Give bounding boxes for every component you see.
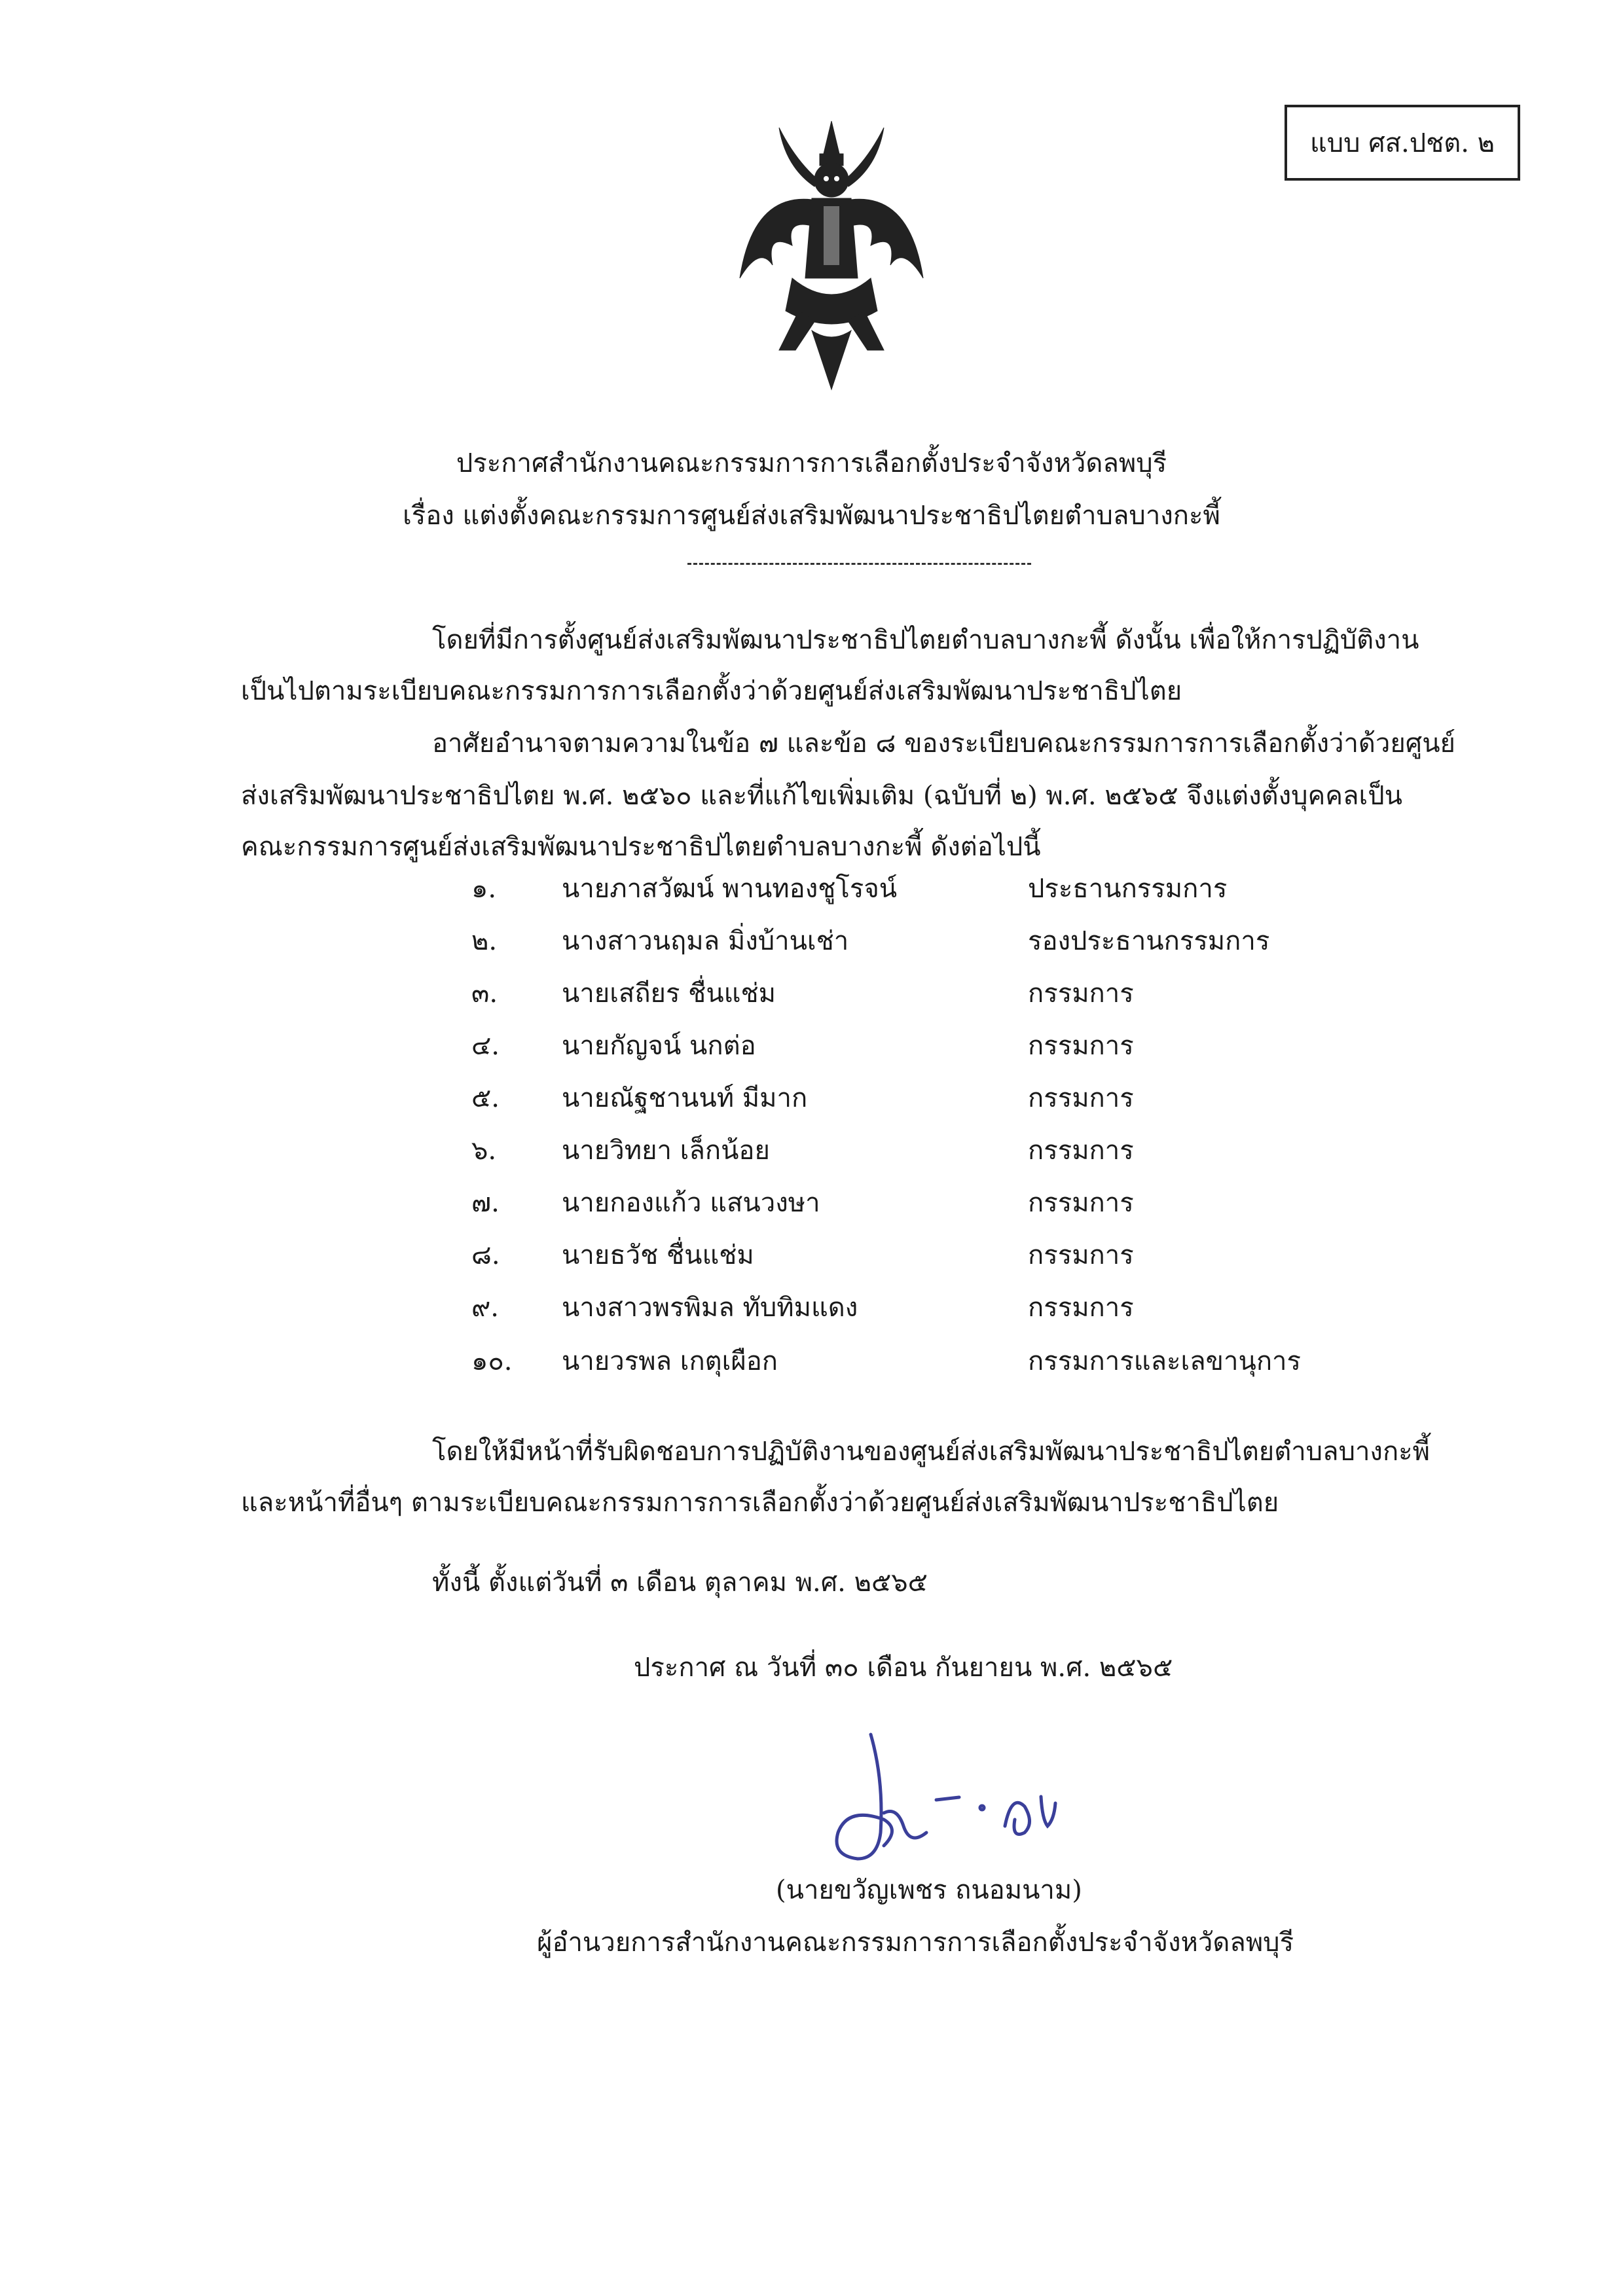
list-item-role: กรรมการ xyxy=(1028,1240,1134,1270)
paragraph-1-line-1: โดยที่มีการตั้งศูนย์ส่งเสริมพัฒนาประชาธิปไตยตำบลบางกะพี้ ดังนั้น เพื่อให้การปฏิบัติงาน xyxy=(432,625,1419,655)
signatory-position: ผู้อำนวยการสำนักงานคณะกรรมการการเลือกตั้งประจำจังหวัดลพบุรี xyxy=(537,1928,1294,1958)
list-item-role: รองประธานกรรมการ xyxy=(1028,926,1270,956)
list-item-name: นายณัฐชานนท์ มีมาก xyxy=(562,1083,808,1113)
list-item-name: นางสาวนฤมล มิ่งบ้านเช่า xyxy=(562,926,849,956)
list-item-role: กรรมการ xyxy=(1028,1293,1134,1323)
paragraph-2-line-2: ส่งเสริมพัฒนาประชาธิปไตย พ.ศ. ๒๕๖๐ และที่แก้ไขเพิ่มเติม (ฉบับที่ ๒) พ.ศ. ๒๕๖๕ จึงแต่งตั้งบุคคลเป็น xyxy=(241,781,1402,811)
list-item-number: ๖. xyxy=(471,1136,497,1166)
list-item-name: นายวิทยา เล็กน้อย xyxy=(562,1136,770,1166)
list-item-number: ๒. xyxy=(471,926,498,956)
duty-line-2: และหน้าที่อื่นๆ ตามระเบียบคณะกรรมการการเลือกตั้งว่าด้วยศูนย์ส่งเสริมพัฒนาประชาธิปไตย xyxy=(241,1488,1279,1518)
heading-divider xyxy=(687,563,1031,565)
list-item-role: กรรมการ xyxy=(1028,1083,1134,1113)
list-item-number: ๔. xyxy=(471,1031,500,1061)
list-item-name: นายภาสวัฒน์ พานทองชูโรจน์ xyxy=(562,874,898,904)
list-item-number: ๕. xyxy=(471,1083,500,1113)
announcement-title: ประกาศสำนักงานคณะกรรมการการเลือกตั้งประจำจังหวัดลพบุรี xyxy=(456,448,1167,478)
list-item-name: นายธวัช ชื่นแช่ม xyxy=(562,1240,754,1270)
paragraph-1-line-2: เป็นไปตามระเบียบคณะกรรมการการเลือกตั้งว่าด้วยศูนย์ส่งเสริมพัฒนาประชาธิปไตย xyxy=(241,676,1182,706)
list-item-number: ๙. xyxy=(471,1293,500,1323)
list-item-number: ๘. xyxy=(471,1240,500,1270)
garuda-emblem-icon xyxy=(733,115,930,396)
list-item-role: กรรมการ xyxy=(1028,1031,1134,1061)
announcement-subject: เรื่อง แต่งตั้งคณะกรรมการศูนย์ส่งเสริมพัฒนาประชาธิปไตยตำบลบางกะพี้ xyxy=(403,501,1220,531)
list-item-name: นายกัญจน์ นกต่อ xyxy=(562,1031,756,1061)
list-item-number: ๑๐. xyxy=(471,1346,513,1376)
effective-date: ทั้งนี้ ตั้งแต่วันที่ ๓ เดือน ตุลาคม พ.ศ. ๒๕๖๕ xyxy=(432,1568,928,1598)
form-code-box: แบบ ศส.ปชต. ๒ xyxy=(1285,105,1520,181)
list-item-role: กรรมการ xyxy=(1028,978,1134,1009)
list-item-role: กรรมการและเลขานุการ xyxy=(1028,1346,1301,1376)
list-item-name: นายเสถียร ชื่นแช่ม xyxy=(562,978,776,1009)
paragraph-2-line-3: คณะกรรมการศูนย์ส่งเสริมพัฒนาประชาธิปไตยตำบลบางกะพี้ ดังต่อไปนี้ xyxy=(241,832,1041,862)
list-item-name: นางสาวพรพิมล ทับทิมแดง xyxy=(562,1293,858,1323)
list-item-role: กรรมการ xyxy=(1028,1136,1134,1166)
announcement-date: ประกาศ ณ วันที่ ๓๐ เดือน กันยายน พ.ศ. ๒๕๖๕ xyxy=(634,1653,1173,1683)
list-item-name: นายวรพล เกตุเผือก xyxy=(562,1346,778,1376)
paragraph-2-line-1: อาศัยอำนาจตามความในข้อ ๗ และข้อ ๘ ของระเบียบคณะกรรมการการเลือกตั้งว่าด้วยศูนย์ xyxy=(432,728,1455,759)
list-item-name: นายกองแก้ว แสนวงษา xyxy=(562,1188,820,1218)
signatory-name: (นายขวัญเพชร ถนอมนาม) xyxy=(776,1875,1082,1905)
list-item-role: กรรมการ xyxy=(1028,1188,1134,1218)
list-item-number: ๑. xyxy=(471,874,497,904)
signature-icon xyxy=(786,1728,1152,1872)
list-item-role: ประธานกรรมการ xyxy=(1028,874,1228,904)
list-item-number: ๗. xyxy=(471,1188,500,1218)
list-item-number: ๓. xyxy=(471,978,498,1009)
duty-line-1: โดยให้มีหน้าที่รับผิดชอบการปฏิบัติงานของศูนย์ส่งเสริมพัฒนาประชาธิปไตยตำบลบางกะพี้ xyxy=(432,1437,1431,1467)
